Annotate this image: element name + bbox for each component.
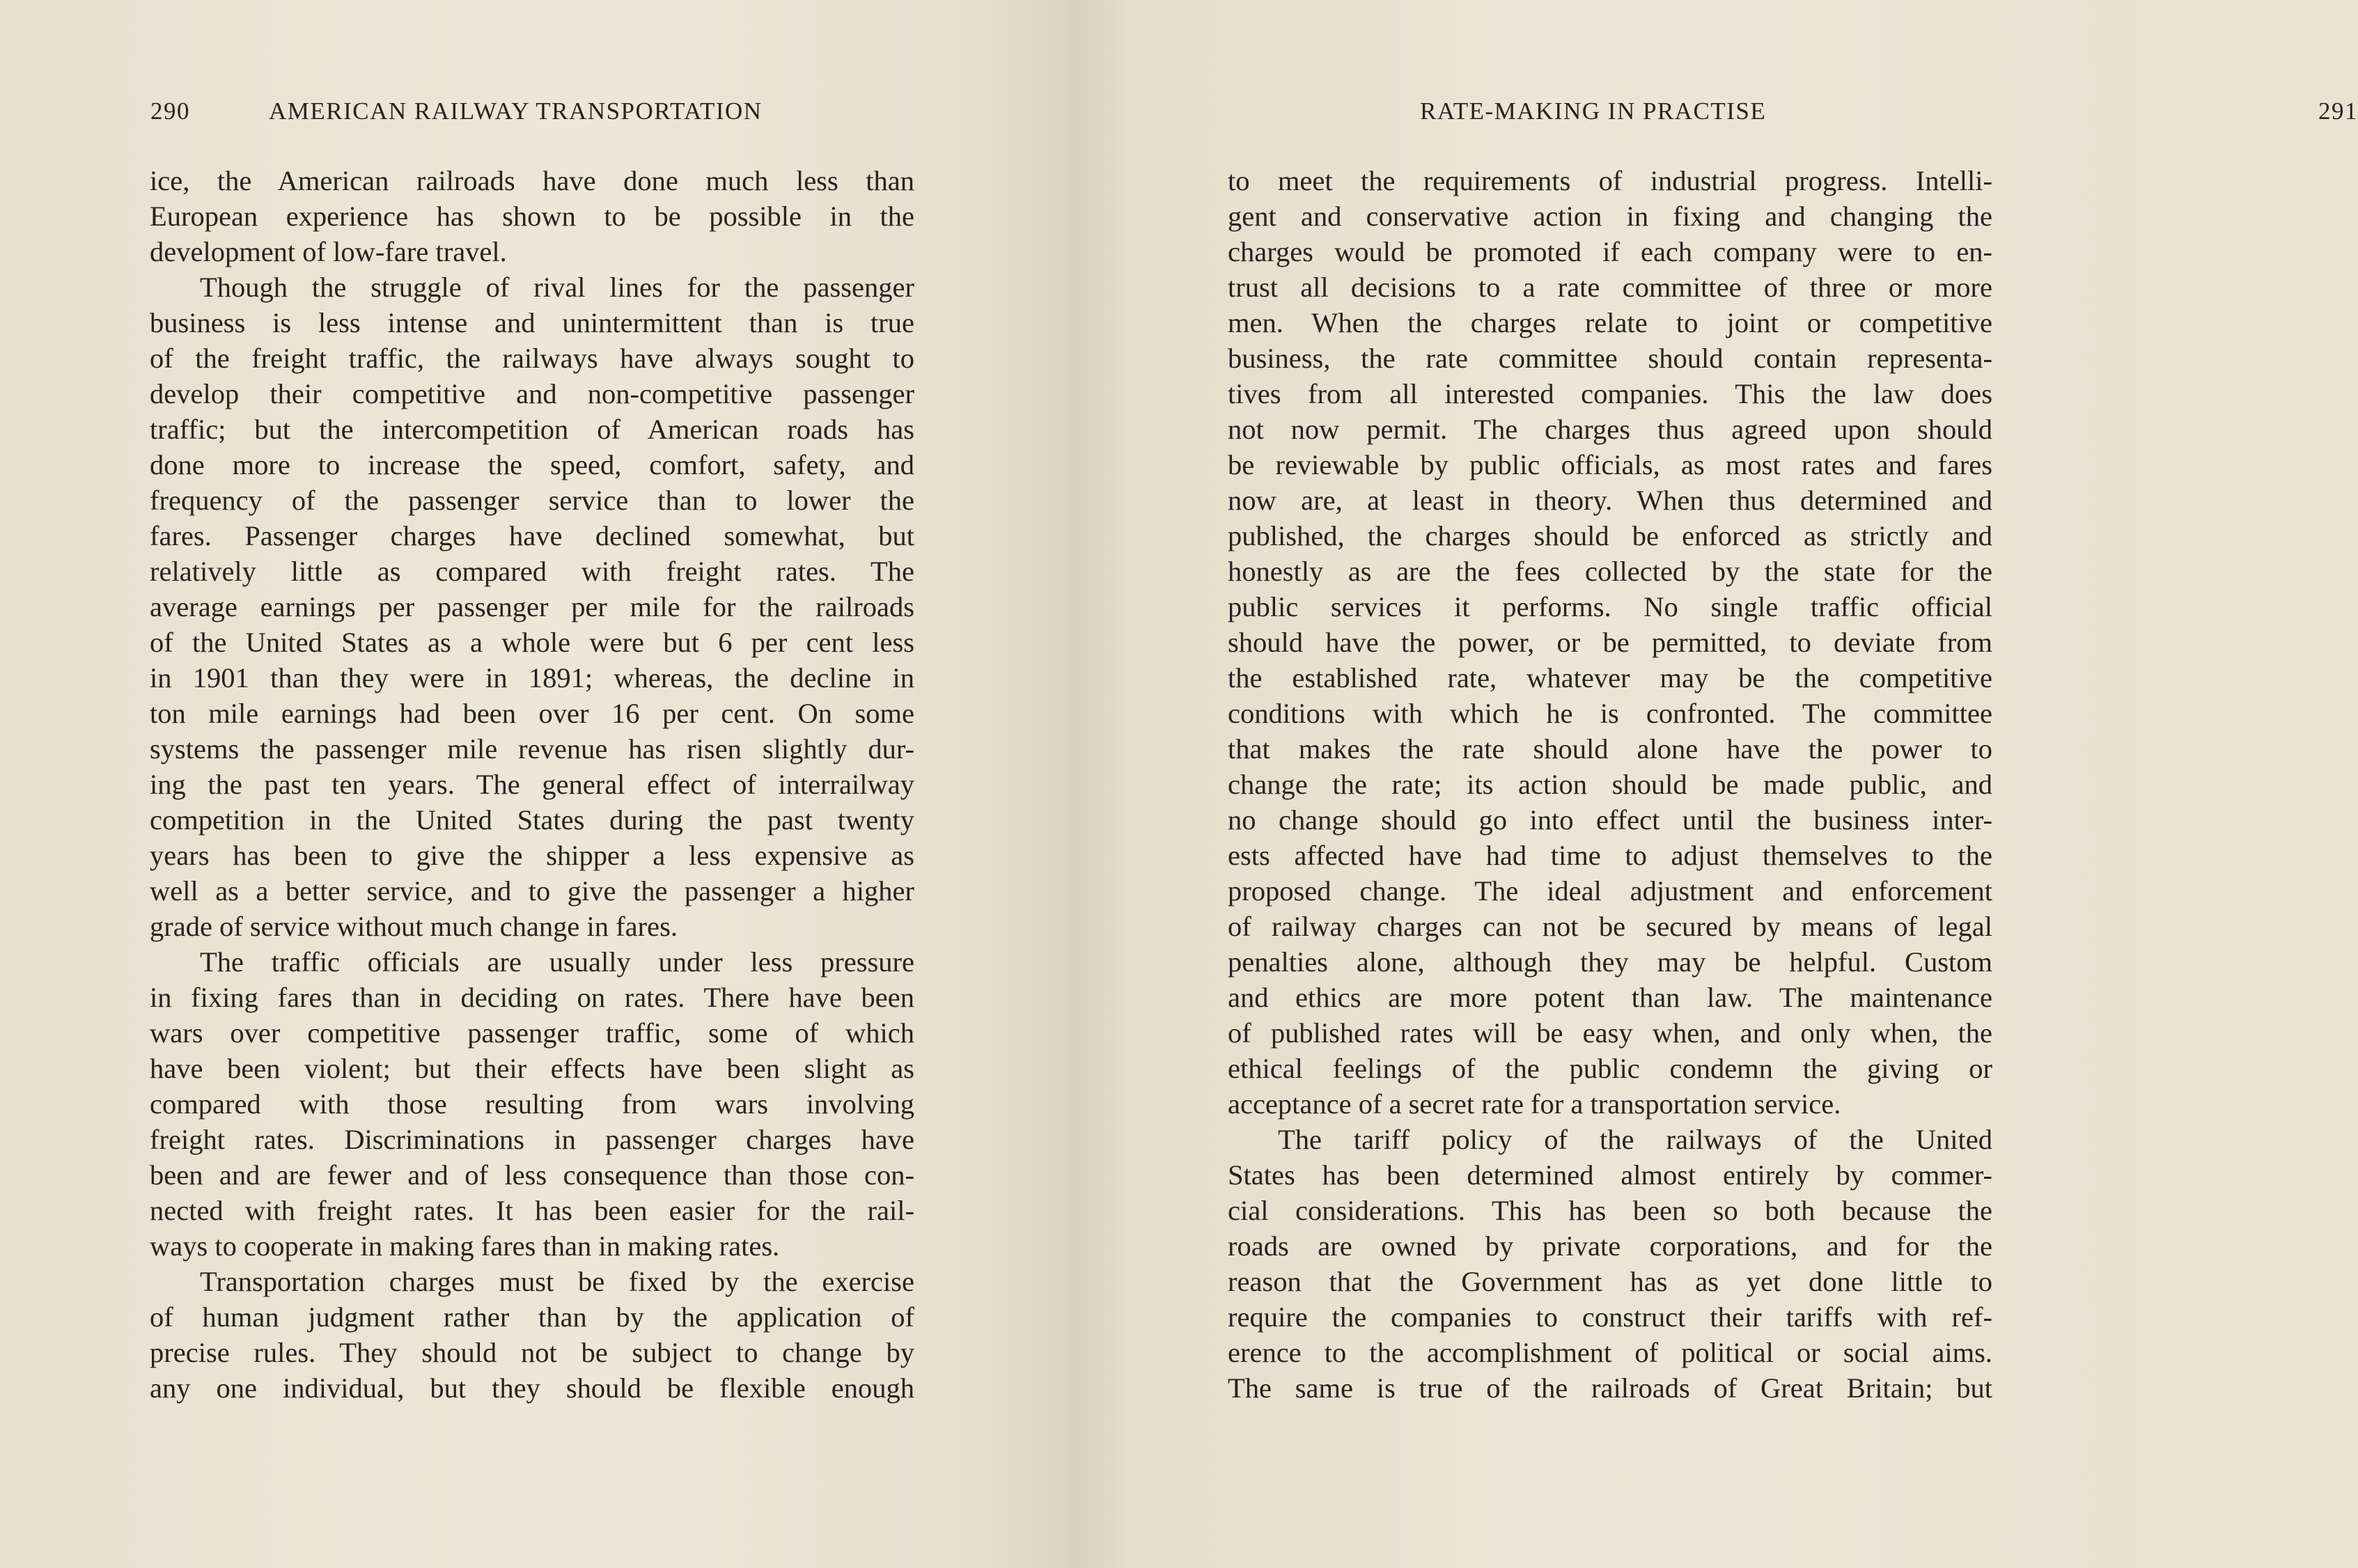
text-line: reason that the Government has as yet done little to xyxy=(1228,1266,1992,1297)
text-line: traffic; but the intercompetition of American roads has xyxy=(150,414,914,445)
text-line: years has been to give the shipper a less expensive as xyxy=(150,840,914,871)
right-running-head: RATE-MAKING IN PRACTISE xyxy=(1420,97,1767,125)
text-line: acceptance of a secret rate for a transportation service. xyxy=(1228,1088,1841,1120)
text-line: ton mile earnings had been over 16 per cent. On some xyxy=(150,698,914,729)
text-line: published, the charges should be enforced as strictly and xyxy=(1228,520,1992,551)
right-page-header xyxy=(1420,97,2358,132)
text-line: ethical feelings of the public condemn the giving or xyxy=(1228,1053,1992,1084)
text-line: The tariff policy of the railways of the United xyxy=(1278,1124,1992,1155)
text-line: honestly as are the fees collected by the state for the xyxy=(1228,556,1992,587)
text-line: of the freight traffic, the railways have always sought to xyxy=(150,343,914,374)
text-line: trust all decisions to a rate committee of three or more xyxy=(1228,272,1992,303)
text-line: grade of service without much change in fares. xyxy=(150,911,678,942)
text-line: average earnings per passenger per mile for the railroads xyxy=(150,591,914,622)
text-line: States has been determined almost entirely by commer- xyxy=(1228,1159,1992,1191)
left-page-number: 290 xyxy=(150,97,190,125)
text-line: ice, the American railroads have done much less than xyxy=(150,165,914,196)
text-line: that makes the rate should alone have the power to xyxy=(1228,733,1992,765)
text-line: erence to the accomplishment of political or social aims. xyxy=(1228,1337,1992,1368)
text-line: any one individual, but they should be flexible enough xyxy=(150,1372,914,1404)
text-line: of the United States as a whole were but 6 per cent less xyxy=(150,627,914,658)
left-page-header xyxy=(150,97,923,132)
text-line: of published rates will be easy when, and only when, the xyxy=(1228,1017,1992,1049)
text-line: require the companies to construct their tariffs with ref- xyxy=(1228,1301,1992,1333)
text-line: ests affected have had time to adjust themselves to the xyxy=(1228,840,1992,871)
text-line: tives from all interested companies. This the law does xyxy=(1228,378,1992,409)
text-line: been and are fewer and of less consequence than those con- xyxy=(150,1159,914,1191)
text-line: compared with those resulting from wars involving xyxy=(150,1088,914,1120)
text-line: conditions with which he is confronted. The committee xyxy=(1228,698,1992,729)
text-line: not now permit. The charges thus agreed upon should xyxy=(1228,414,1992,445)
right-page-number: 291 xyxy=(2318,97,2358,125)
text-line: now are, at least in theory. When thus determined and xyxy=(1228,485,1992,516)
text-line: in 1901 than they were in 1891; whereas, the decline in xyxy=(150,662,914,693)
right-page xyxy=(1069,0,2358,1568)
text-line: wars over competitive passenger traffic, some of which xyxy=(150,1017,914,1049)
text-line: and ethics are more potent than law. The maintenance xyxy=(1228,982,1992,1013)
text-line: Though the struggle of rival lines for the passenger xyxy=(200,272,914,303)
left-page-body xyxy=(150,163,914,1406)
text-line: business, the rate committee should contain representa- xyxy=(1228,343,1992,374)
text-line: be reviewable by public officials, as most rates and fares xyxy=(1228,449,1992,480)
text-line: ways to cooperate in making fares than in making rates. xyxy=(150,1230,780,1262)
text-line: of railway charges can not be secured by means of legal xyxy=(1228,911,1992,942)
text-line: relatively little as compared with freight rates. The xyxy=(150,556,914,587)
text-line: European experience has shown to be possible in the xyxy=(150,201,914,232)
text-line: develop their competitive and non-competitive passenger xyxy=(150,378,914,409)
text-line: charges would be promoted if each company were to en- xyxy=(1228,236,1992,267)
text-line: done more to increase the speed, comfort, safety, and xyxy=(150,449,914,480)
text-line: gent and conservative action in fixing and changing the xyxy=(1228,201,1992,232)
text-line: the established rate, whatever may be the competitive xyxy=(1228,662,1992,693)
text-line: fares. Passenger charges have declined somewhat, but xyxy=(150,520,914,551)
right-page-body xyxy=(1228,163,1992,1406)
text-line: have been violent; but their effects have been slight as xyxy=(150,1053,914,1084)
text-line: change the rate; its action should be made public, and xyxy=(1228,769,1992,800)
text-line: The same is true of the railroads of Great Britain; but xyxy=(1228,1372,1992,1404)
left-page xyxy=(0,0,1069,1568)
text-line: roads are owned by private corporations, and for the xyxy=(1228,1230,1992,1262)
text-line: no change should go into effect until the business inter- xyxy=(1228,804,1992,836)
text-line: public services it performs. No single traffic official xyxy=(1228,591,1992,622)
text-line: to meet the requirements of industrial progress. Intelli- xyxy=(1228,165,1992,196)
text-line: frequency of the passenger service than to lower the xyxy=(150,485,914,516)
text-line: freight rates. Discriminations in passenger charges have xyxy=(150,1124,914,1155)
text-line: ing the past ten years. The general effect of interrailway xyxy=(150,769,914,800)
text-line: in fixing fares than in deciding on rates. There have been xyxy=(150,982,914,1013)
text-line: competition in the United States during the past twenty xyxy=(150,804,914,836)
text-line: cial considerations. This has been so both because the xyxy=(1228,1195,1992,1226)
text-line: business is less intense and unintermittent than is true xyxy=(150,307,914,338)
text-line: well as a better service, and to give the passenger a higher xyxy=(150,875,914,907)
text-line: The traffic officials are usually under less pressure xyxy=(200,946,914,978)
text-line: should have the power, or be permitted, to deviate from xyxy=(1228,627,1992,658)
text-line: systems the passenger mile revenue has risen slightly dur- xyxy=(150,733,914,765)
left-running-head: AMERICAN RAILWAY TRANSPORTATION xyxy=(269,97,763,125)
text-line: Transportation charges must be fixed by the exercise xyxy=(200,1266,914,1297)
text-line: development of low-fare travel. xyxy=(150,236,507,267)
text-line: proposed change. The ideal adjustment and enforcement xyxy=(1228,875,1992,907)
text-line: precise rules. They should not be subject to change by xyxy=(150,1337,914,1368)
text-line: nected with freight rates. It has been easier for the rail- xyxy=(150,1195,914,1226)
text-line: penalties alone, although they may be helpful. Custom xyxy=(1228,946,1992,978)
text-line: men. When the charges relate to joint or competitive xyxy=(1228,307,1992,338)
text-line: of human judgment rather than by the application of xyxy=(150,1301,914,1333)
